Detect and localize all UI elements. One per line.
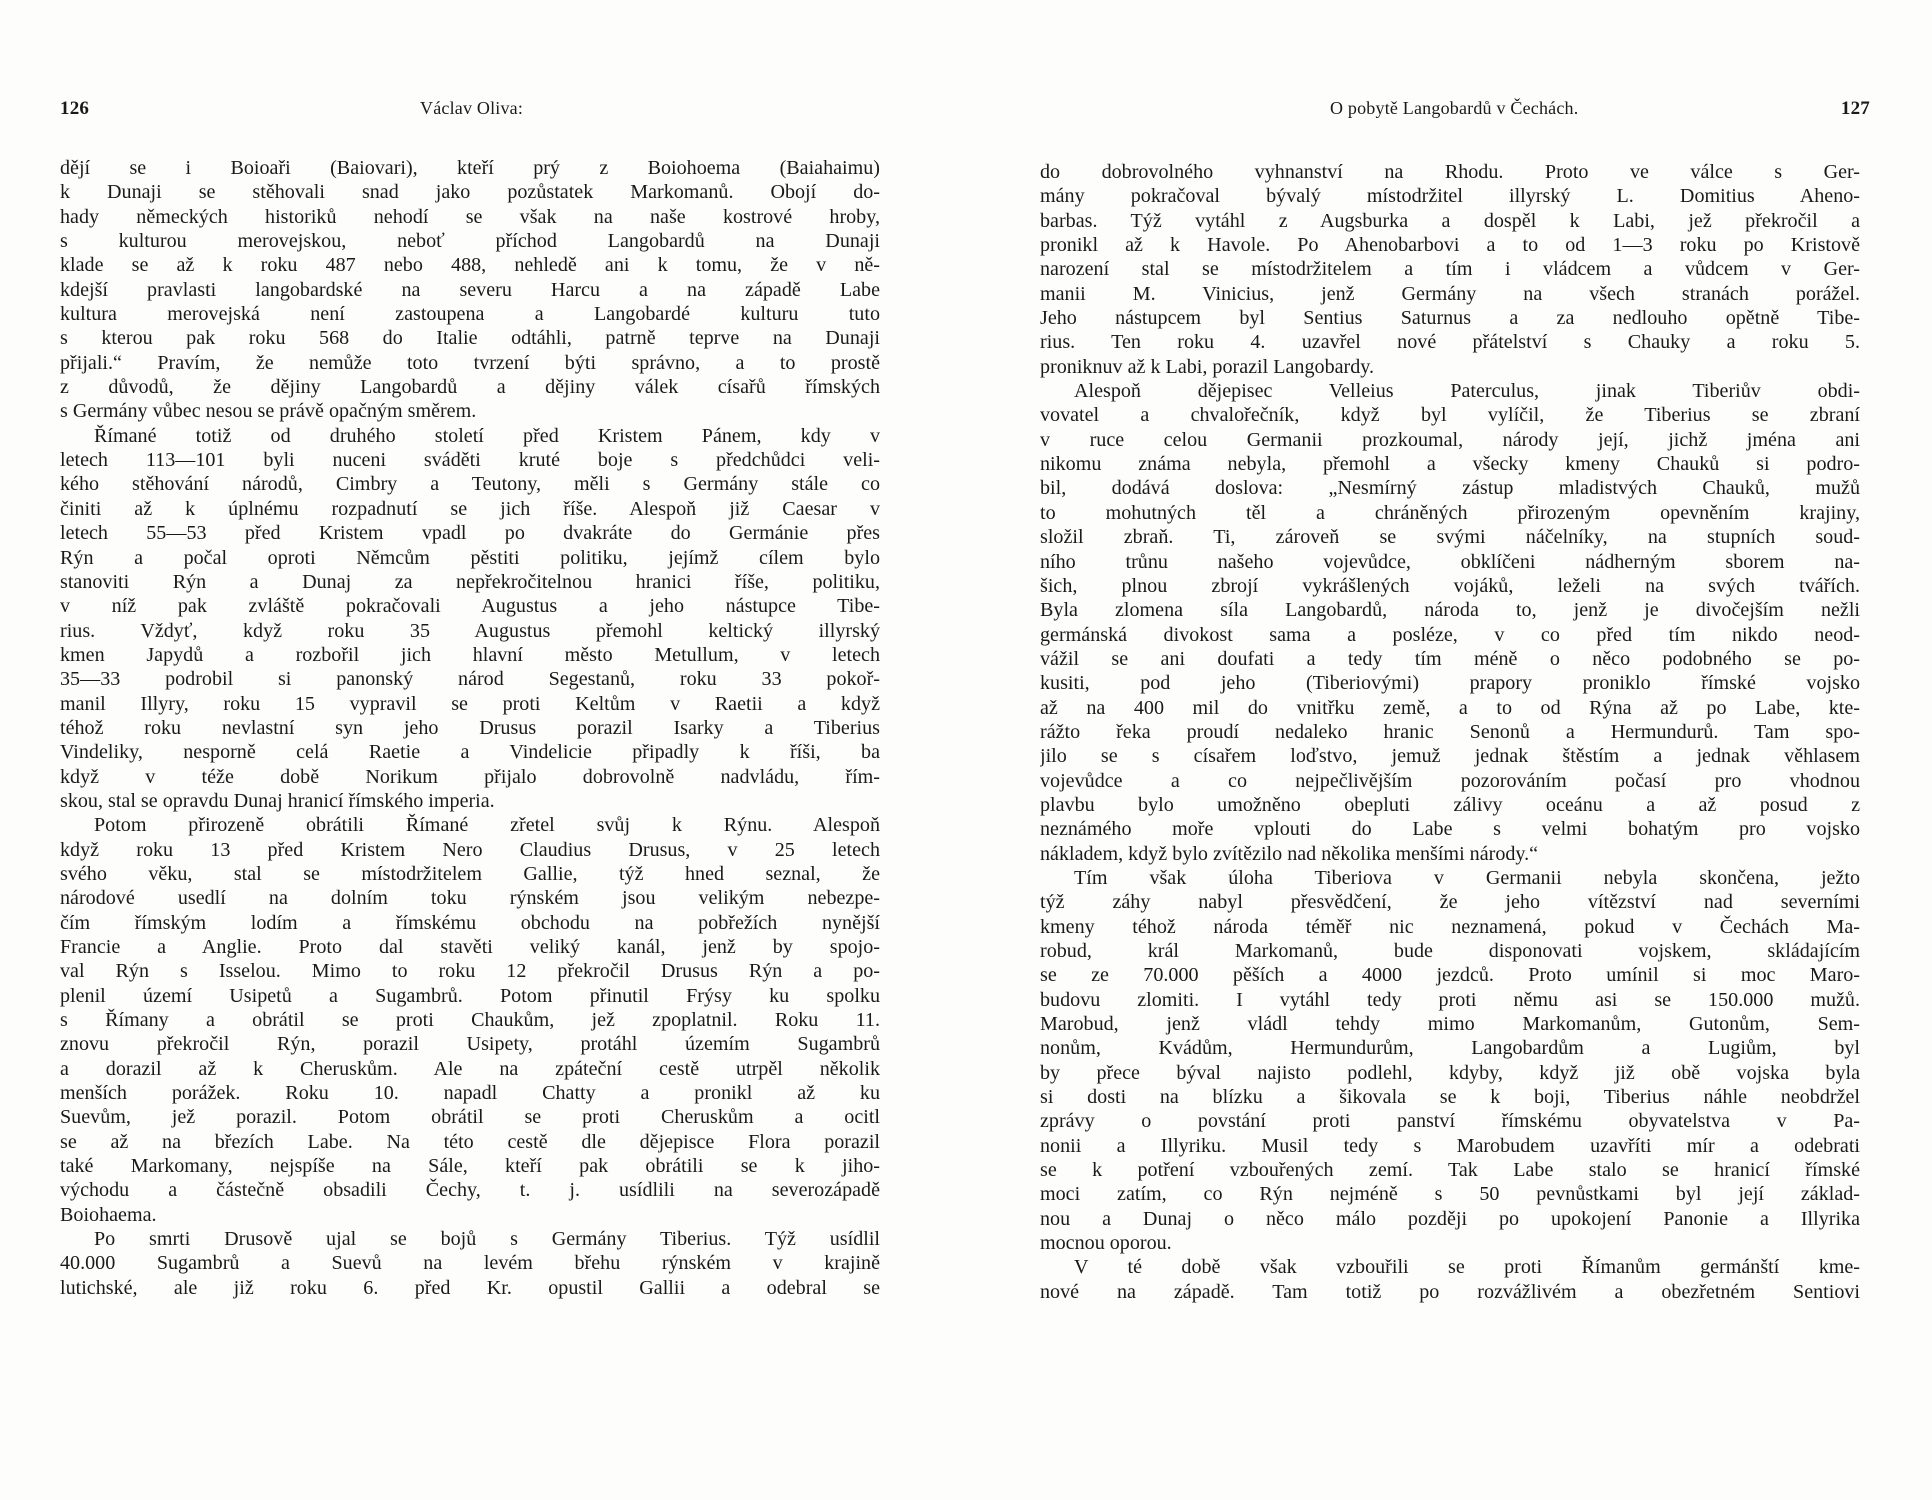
text-line: Římané totiž od druhého století před Kristem Pánem, kdy v <box>94 424 880 447</box>
text-line: Rýn a počal oproti Němcům pěstiti politiku, jejímž cílem bylo <box>60 546 880 569</box>
text-line: proniknuv až k Labi, porazil Langobardy. <box>1040 355 1375 378</box>
text-line: jilo se s císařem loďstvo, jemuž jednak štěstím a jednak věhlasem <box>1040 745 1860 768</box>
text-line: Potom přirozeně obrátili Římané zřetel svůj k Rýnu. Alespoň <box>94 814 880 837</box>
text-line: skou, stal se opravdu Dunaj hranicí římského imperia. <box>60 789 495 812</box>
right-page <box>1040 0 1870 1500</box>
text-line: Suevům, jež porazil. Potom obrátil se proti Cheruskům a ocitl <box>60 1106 880 1129</box>
text-line: s Římany a obrátil se proti Chaukům, jež zpoplatnil. Roku 11. <box>60 1009 880 1032</box>
text-line: rážto řeka proudí nedaleko hranic Senonů a Hermundurů. Tam spo- <box>1040 720 1860 743</box>
text-line: vojevůdce a co nejpečlivějším pozorováním počasí pro vhodnou <box>1040 769 1860 792</box>
text-line: až na 400 mil do vnitřku země, a to od Rýna až po Labe, kte- <box>1040 696 1860 719</box>
text-line: germánská divokost sama a posléze, v co před tím nikdo neod- <box>1040 623 1860 646</box>
text-line: se k potření vzbouřených zemí. Tak Labe stalo se hranicí římské <box>1040 1159 1860 1182</box>
text-line: budovu zlomiti. I vytáhl tedy proti němu asi se 150.000 mužů. <box>1040 988 1860 1011</box>
text-line: východu a částečně obsadili Čechy, t. j. usídlili na severozápadě <box>60 1179 880 1202</box>
text-line: rius. Ten roku 4. uzavřel nové přátelství s Chauky a roku 5. <box>1040 331 1860 354</box>
right-page-number: 127 <box>1840 98 1870 119</box>
text-line: hady německých historiků nehodí se však na naše kostrové hroby, <box>60 205 880 228</box>
text-line: znovu překročil Rýn, porazil Usipety, protáhl územím Sugambrů <box>60 1033 880 1056</box>
text-line: kého stěhování národů, Cimbry a Teutony, měli s Germány stále co <box>60 473 880 496</box>
text-line: a dorazil až k Cheruskům. Ale na zpáteční cestě utrpěl několik <box>60 1057 880 1080</box>
text-line: ního trůnu našeho vojevůdce, obklíčeni nádherným sborem na- <box>1040 550 1860 573</box>
text-line: Po smrti Drusově ujal se bojů s Germány Tiberius. Týž usídlil <box>94 1228 880 1251</box>
text-line: také Markomany, nejspíše na Sále, kteří pak obrátili se k jiho- <box>60 1155 880 1178</box>
text-line: manii M. Vinicius, jenž Germány na všech stranách porážel. <box>1040 282 1860 305</box>
text-line: letech 55—53 před Kristem vpadl po dvakráte do Germánie přes <box>60 522 880 545</box>
text-line: kusiti, pod jeho (Tiberiovými) prapory proniklo římské vojsko <box>1040 672 1860 695</box>
text-line: v níž pak zvláště pokračovali Augustus a jeho nástupce Tibe- <box>60 595 880 618</box>
text-line: moci zatím, co Rýn nejméně s 50 pevnůstkami byl její základ- <box>1040 1183 1860 1206</box>
text-line: menších porážek. Roku 10. napadl Chatty a pronikl až ku <box>60 1082 880 1105</box>
text-line: s kulturou merovejskou, neboť příchod Langobardů na Dunaji <box>60 230 880 253</box>
text-line: nákladem, když bylo zvítězilo nad několika menšími národy.“ <box>1040 842 1539 865</box>
text-line: se ze 70.000 pěších a 4000 jezdců. Proto umínil si moc Maro- <box>1040 964 1860 987</box>
text-line: složil zbraň. Ti, zároveň se svými náčelníky, na stupních soud- <box>1040 526 1860 549</box>
text-line: 40.000 Sugambrů a Suevů na levém břehu rýnském v krajině <box>60 1252 880 1275</box>
text-line: když v téže době Norikum přijalo dobrovolně nadvládu, řím- <box>60 765 880 788</box>
text-line: čím římským lodím a římskému obchodu na pobřežích nynější <box>60 911 880 934</box>
right-running-title: O pobytě Langobardů v Čechách. <box>1330 98 1579 118</box>
text-line: robud, král Markomanů, bude disponovati vojskem, skládajícím <box>1040 940 1860 962</box>
text-line: plenil území Usipetů a Sugambrů. Potom přinutil Frýsy ku spolku <box>60 984 880 1007</box>
text-line: vážil se ani doufati a tedy tím méně o něco podobného se po- <box>1040 647 1860 670</box>
text-line: národové usedlí na dolním toku rýnském jsou velikým nebezpe- <box>60 887 880 910</box>
text-line: do dobrovolného vyhnanství na Rhodu. Proto ve válce s Ger- <box>1040 161 1860 183</box>
text-line: se až na březích Labe. Na této cestě dle dějepisce Flora porazil <box>60 1130 880 1153</box>
text-line: v ruce celou Germanii prozkoumal, národy její, jichž jména ani <box>1040 428 1860 451</box>
text-line: lutichské, ale již roku 6. před Kr. opustil Gallii a odebral se <box>60 1276 880 1299</box>
left-page <box>60 0 880 1500</box>
text-line: mány pokračoval bývalý místodržitel illyrský L. Domitius Aheno- <box>1040 185 1860 208</box>
text-line: dějí se i Boioaři (Baiovari), kteří prý z Boiohoema (Baiahaimu) <box>60 157 880 179</box>
text-line: nonii a Illyriku. Musil tedy s Marobudem uzavříti mír a odebrati <box>1040 1134 1860 1157</box>
text-line: k Dunaji se stěhovali snad jako pozůstatek Markomanů. Obojí do- <box>60 181 880 204</box>
text-line: val Rýn s Isselou. Mimo to roku 12 překročil Drusus Rýn a po- <box>60 960 880 983</box>
text-line: téhož roku nevlastní syn jeho Drusus porazil Isarky a Tiberius <box>60 716 880 739</box>
text-line: barbas. Týž vytáhl z Augsburka a dospěl k Labi, jež překročil a <box>1040 209 1860 232</box>
left-page-number: 126 <box>60 98 90 119</box>
text-line: stanoviti Rýn a Dunaj za nepřekročitelnou hranici říše, politiku, <box>60 570 880 593</box>
text-line: kdejší pravlasti langobardské na severu Harcu a na západě Labe <box>60 278 880 301</box>
text-line: mocnou oporou. <box>1040 1232 1172 1255</box>
text-line: by přece býval najisto podlehl, kdyby, když již obě vojska byla <box>1040 1061 1860 1084</box>
text-line: s kterou pak roku 568 do Italie odtáhli, patrně teprve na Dunaji <box>60 327 880 350</box>
text-line: s Germány vůbec nesou se právě opačným směrem. <box>60 400 477 423</box>
text-line: přijali.“ Pravím, že nemůže toto tvrzení býti správno, a to prostě <box>60 351 880 374</box>
text-line: nonům, Kvádům, Hermundurům, Langobardům a Lugiům, byl <box>1040 1037 1860 1060</box>
text-line: šich, plnou zbrojí vykrášlených vojáků, leželi na svých tvářích. <box>1040 574 1860 597</box>
text-line: V té době však vzbouřili se proti Římanům germánští kme- <box>1074 1256 1860 1279</box>
text-line: nou a Dunaj o něco málo později po upokojení Panonie a Illyrika <box>1040 1207 1860 1230</box>
text-line: vovatel a chvalořečník, když byl vylíčil, že Tiberius se zbraní <box>1040 404 1860 427</box>
text-line: narození stal se místodržitelem a tím i vládcem a vůdcem v Ger- <box>1040 258 1860 281</box>
text-line: Alespoň dějepisec Velleius Paterculus, jinak Tiberiův obdi- <box>1074 380 1860 403</box>
text-line: si dosti na blízku a šikovala se k boji, Tiberius náhle neobdržel <box>1040 1086 1860 1109</box>
text-line: to mohutných těl a chráněných přirozeným opevněním krajiny, <box>1040 501 1860 524</box>
text-line: z důvodů, že dějiny Langobardů a dějiny válek císařů římských <box>60 376 880 399</box>
text-line: když roku 13 před Kristem Nero Claudius Drusus, v 25 letech <box>60 838 880 861</box>
text-line: 35—33 podrobil si panonský národ Segestanů, roku 33 pokoř- <box>60 668 880 691</box>
text-line: týž záhy nabyl přesvědčení, že jeho vítězství nad severními <box>1040 891 1860 914</box>
text-line: plavbu bylo umožněno obepluti zálivy oceánu a až posud z <box>1040 793 1860 816</box>
left-body-text <box>60 156 880 1300</box>
right-running-head <box>1040 98 1870 124</box>
text-line: klade se až k roku 487 nebo 488, nehledě ani k tomu, že v ně- <box>60 254 880 277</box>
text-line: Byla zlomena síla Langobardů, národa to, jenž je divočejším nežli <box>1040 599 1860 622</box>
text-line: svého věku, stal se místodržitelem Gallie, týž hned seznal, že <box>60 862 880 885</box>
text-line: pronikl až k Havole. Po Ahenobarbovi a to od 1—3 roku po Kristově <box>1040 234 1860 257</box>
text-line: kultura merovejská není zastoupena a Langobardé kulturu tuto <box>60 303 880 326</box>
text-line: manil Illyry, roku 15 vypravil se proti Keltům v Raetii a když <box>60 692 880 715</box>
text-line: nikomu známa nebyla, přemohl a všecky kmeny Chauků si podro- <box>1040 453 1860 476</box>
text-line: Francie a Anglie. Proto dal stavěti veliký kanál, jenž by spojo- <box>60 936 880 958</box>
text-line: rius. Vždyť, když roku 35 Augustus přemohl keltický illyrský <box>60 619 880 642</box>
right-body-text <box>1040 160 1860 1304</box>
text-line: kmeny téhož národa téměř nic neznamená, pokud v Čechách Ma- <box>1040 915 1860 938</box>
text-line: Jeho nástupcem byl Sentius Saturnus a za nedlouho opětně Tibe- <box>1040 307 1860 330</box>
text-line: Boiohaema. <box>60 1203 157 1226</box>
text-line: nové na západě. Tam totiž po rozvážlivém a obezřetném Sentiovi <box>1040 1280 1860 1303</box>
left-running-head <box>60 98 880 124</box>
text-line: Tím však úloha Tiberiova v Germanii nebyla skončena, ježto <box>1074 866 1860 889</box>
text-line: kmen Japydů a rozbořil jich hlavní město Metullum, v letech <box>60 643 880 666</box>
text-line: bil, dodává doslova: „Nesmírný zástup mladistvých Chauků, mužů <box>1040 477 1860 500</box>
left-running-title: Václav Oliva: <box>420 98 524 118</box>
text-line: neznámého moře vplouti do Labe s velmi bohatým pro vojsko <box>1040 818 1860 841</box>
text-line: činiti až k úplnému rozpadnutí se jich říše. Alespoň již Caesar v <box>60 497 880 520</box>
text-line: Marobud, jenž vládl tehdy mimo Markomanům, Gutonům, Sem- <box>1040 1013 1860 1036</box>
text-line: letech 113—101 byli nuceni sváděti kruté boje s předchůdci veli- <box>60 449 880 472</box>
text-line: zprávy o povstání proti panství římskému obyvatelstva v Pa- <box>1040 1110 1860 1133</box>
text-line: Vindeliky, nesporně celá Raetie a Vindelicie připadly k říši, ba <box>60 741 880 764</box>
